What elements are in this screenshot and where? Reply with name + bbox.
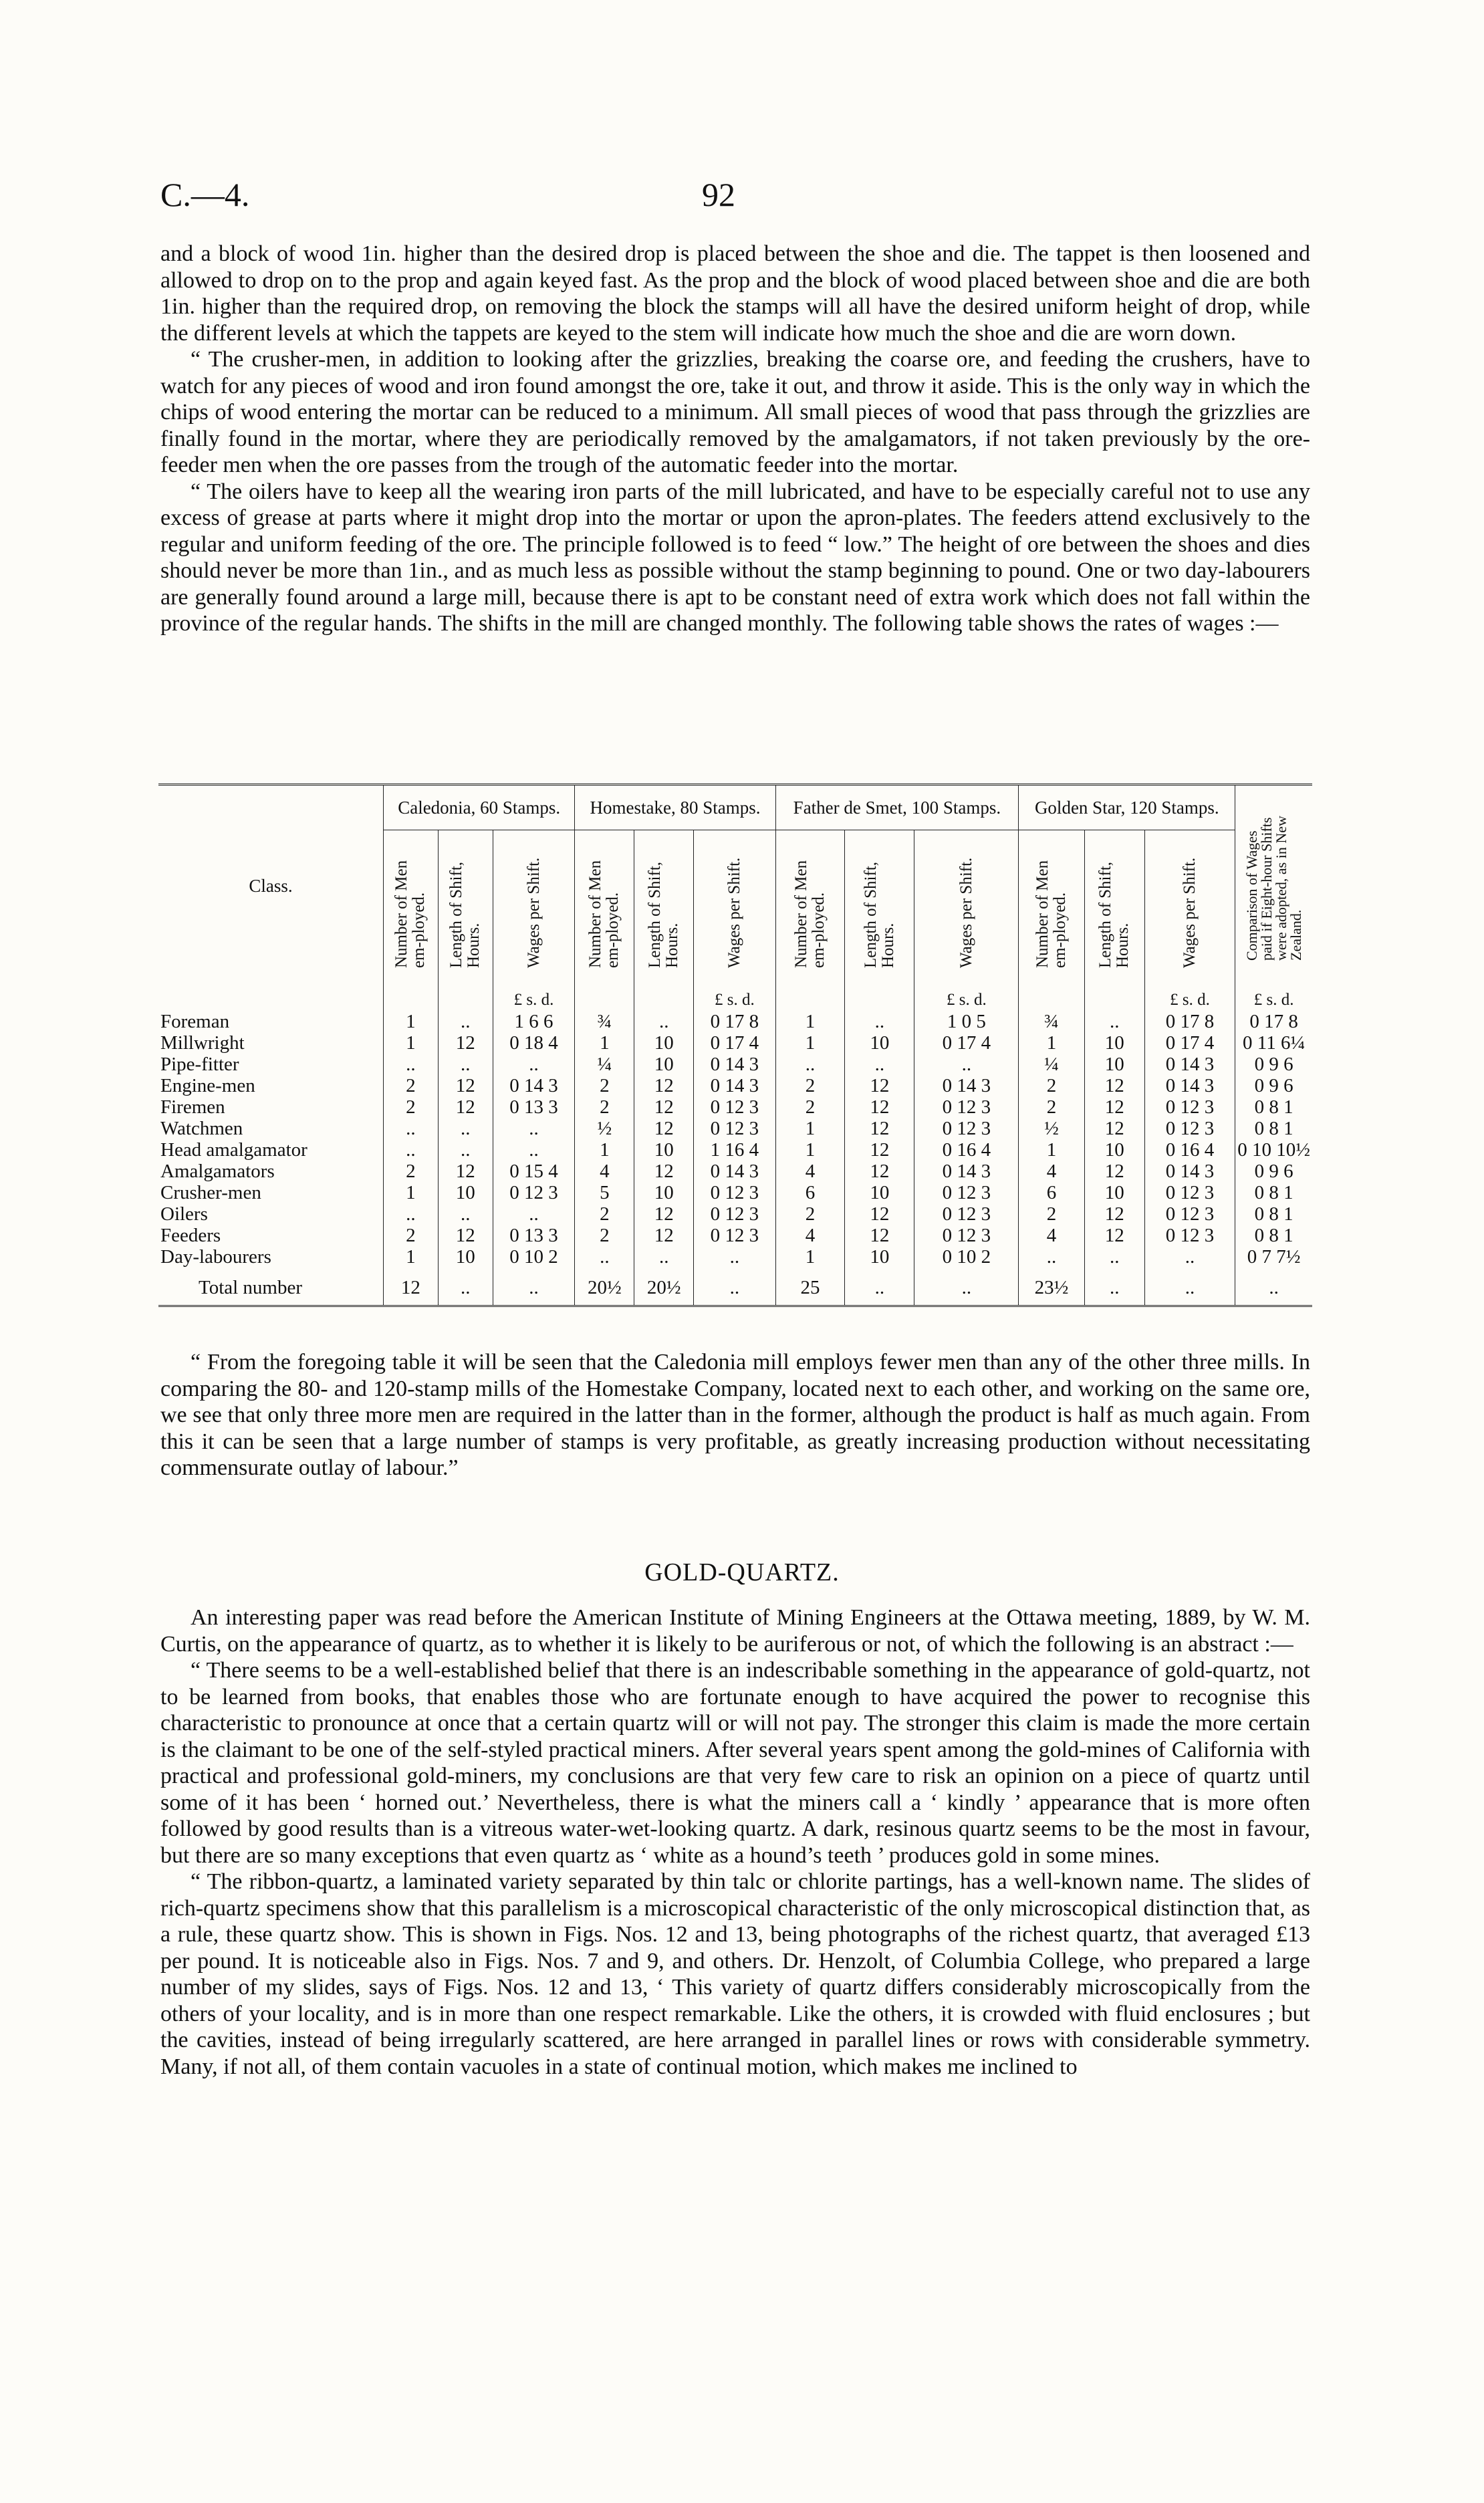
- table-cell: 0 14 3: [1144, 1054, 1235, 1075]
- table-cell: 12: [634, 1203, 694, 1225]
- sub-header: Wages per Shift.: [957, 857, 975, 968]
- table-cell: 0 9 6: [1235, 1161, 1312, 1182]
- table-cell: 0 11 6¼: [1235, 1032, 1312, 1054]
- table-cell: 0 12 3: [493, 1182, 575, 1203]
- total-cell: 25: [775, 1268, 845, 1306]
- table-cell: ..: [384, 1139, 439, 1161]
- table-cell: 0 10 2: [493, 1246, 575, 1268]
- total-cell: ..: [1235, 1268, 1312, 1306]
- sub-header: Number of Men em-ployed.: [586, 860, 622, 968]
- row-label: Oilers: [160, 1203, 208, 1225]
- table-cell: 10: [1084, 1182, 1144, 1203]
- table-cell: 10: [634, 1139, 694, 1161]
- table-cell: 0 13 3: [493, 1225, 575, 1246]
- table-cell: 0 12 3: [694, 1182, 775, 1203]
- table-cell: 2: [775, 1203, 845, 1225]
- sub-header: Wages per Shift.: [524, 857, 543, 968]
- table-cell: 12: [845, 1075, 914, 1096]
- table-row: [158, 1161, 1312, 1182]
- row-label: Feeders: [160, 1225, 221, 1246]
- comparison-header: Comparison of Wages paid if Eight-hour Shifts were adopted, as in New Zealand.: [1243, 816, 1304, 961]
- group-header: Golden Star, 120 Stamps.: [1019, 785, 1235, 830]
- sub-header: Wages per Shift.: [1181, 857, 1199, 968]
- table-cell: 10: [1084, 1032, 1144, 1054]
- table-cell: 0 12 3: [1144, 1096, 1235, 1118]
- table-cell: 2: [1019, 1203, 1084, 1225]
- row-label: Head amalgamator: [160, 1139, 307, 1161]
- total-cell: ..: [694, 1268, 775, 1306]
- table-cell: ¼: [575, 1054, 634, 1075]
- table-cell: 4: [575, 1161, 634, 1182]
- table-cell: ..: [634, 1011, 694, 1032]
- table-cell: ..: [1144, 1246, 1235, 1268]
- table-row: [158, 1011, 1312, 1032]
- table-cell: 12: [1084, 1075, 1144, 1096]
- table-cell: ..: [493, 1203, 575, 1225]
- table-cell: 12: [1084, 1118, 1144, 1139]
- money-unit-cell: £ s. d.: [694, 985, 775, 1011]
- money-unit-cell: [438, 985, 493, 1011]
- table-cell: 6: [775, 1182, 845, 1203]
- table-cell: 10: [1084, 1054, 1144, 1075]
- table-cell: 0 8 1: [1235, 1203, 1312, 1225]
- table-cell: 0 12 3: [1144, 1118, 1235, 1139]
- table-cell: 12: [1084, 1096, 1144, 1118]
- row-label: Amalgamators: [160, 1161, 275, 1182]
- paragraph: “ There seems to be a well-established belief that there is an indescribable something in the appearance of gold-quartz, not to be learned from books, that enables those who are fortunate enough to have acquired the power to recognise this characteristic to pronounce at once that a certain quartz will or will not pay. The stronger this claim is made the more certain is the claimant to be one of the self-styled practical miners. After several years spent among the gold-mines of California with practical and professional gold-miners, my conclusions are that very few care to risk an opinion on a piece of quartz until some of it has been ‘ horned out.’ Nevertheless, there is what the miners call a ‘ kindly ’ appearance that is more often followed by good results than is a vitreous water-wet-looking quartz. A dark, resinous quartz seems to be the most in favour, but there are so many exceptions that even quartz as ‘ white as a hound’s teeth ’ produces gold in some mines.: [160, 1658, 1310, 1868]
- table-cell: 0 17 4: [914, 1032, 1019, 1054]
- table-cell: 0 12 3: [914, 1182, 1019, 1203]
- table-cell: 4: [775, 1225, 845, 1246]
- total-cell: ..: [438, 1268, 493, 1306]
- table-cell: 12: [634, 1161, 694, 1182]
- table-cell: 0 13 3: [493, 1096, 575, 1118]
- total-cell: 12: [384, 1268, 439, 1306]
- table-cell: 6: [1019, 1182, 1084, 1203]
- money-unit-cell: [845, 985, 914, 1011]
- sub-header: Length of Shift, Hours.: [447, 861, 483, 968]
- table-cell: ..: [845, 1011, 914, 1032]
- table-cell: 1: [775, 1011, 845, 1032]
- table-cell: 12: [1084, 1225, 1144, 1246]
- table-cell: 12: [845, 1118, 914, 1139]
- table-cell: ..: [493, 1139, 575, 1161]
- table-cell: 10: [634, 1182, 694, 1203]
- table-cell: 2: [575, 1096, 634, 1118]
- table-cell: 0 17 8: [694, 1011, 775, 1032]
- paragraph: “ The oilers have to keep all the wearing iron parts of the mill lubricated, and have to be especially careful not to use any excess of grease at parts where it might drop into the mortar or upon the apron-plates. The feeders attend exclusively to the regular and uniform feeding of the ore. The principle followed is to feed “ low.” The height of ore between the shoes and dies should never be more than 1in., and as much less as possible without the stamp beginning to pound. One or two day-labourers are generally found around a large mill, because there is apt to be constant need of extra work which does not fall within the province of the regular hands. The shifts in the mill are changed monthly. The following table shows the rates of wages :—: [160, 479, 1310, 636]
- table-cell: ½: [575, 1118, 634, 1139]
- table-cell: ..: [914, 1054, 1019, 1075]
- table-cell: 0 9 6: [1235, 1054, 1312, 1075]
- table-cell: 12: [438, 1075, 493, 1096]
- table-cell: 2: [775, 1075, 845, 1096]
- table-cell: 0 12 3: [914, 1225, 1019, 1246]
- table-cell: ..: [694, 1246, 775, 1268]
- table-cell: 10: [438, 1246, 493, 1268]
- table-cell: 0 12 3: [694, 1118, 775, 1139]
- body-text-bottom: [160, 1604, 1310, 2080]
- table-cell: 12: [845, 1139, 914, 1161]
- money-unit-cell: [575, 985, 634, 1011]
- table-cell: ¼: [1019, 1054, 1084, 1075]
- table-cell: 0 14 3: [1144, 1161, 1235, 1182]
- table-cell: 2: [384, 1075, 439, 1096]
- paragraph: and a block of wood 1in. higher than the desired drop is placed between the shoe and die. The tappet is then loosened and allowed to drop on to the prop and again keyed fast. As the prop and the block of wood placed between shoe and die are both 1in. higher than the required drop, on removing the block the stamps will all have the desired uniform height of drop, while the different levels at which the tappets are keyed to the stem will indicate how much the shoe and die are worn down.: [160, 241, 1310, 346]
- total-cell: 20½: [634, 1268, 694, 1306]
- table-cell: ..: [438, 1011, 493, 1032]
- table-cell: 1: [384, 1182, 439, 1203]
- total-cell: ..: [1084, 1268, 1144, 1306]
- section-heading: GOLD-QUARTZ.: [644, 1558, 840, 1586]
- table-cell: 1: [384, 1011, 439, 1032]
- group-header: Father de Smet, 100 Stamps.: [775, 785, 1019, 830]
- table-cell: 12: [438, 1032, 493, 1054]
- total-cell: ..: [1144, 1268, 1235, 1306]
- table-cell: 0 17 4: [1144, 1032, 1235, 1054]
- table-cell: 2: [1019, 1075, 1084, 1096]
- money-unit-cell: [384, 985, 439, 1011]
- table-cell: 2: [575, 1203, 634, 1225]
- table-cell: 4: [1019, 1161, 1084, 1182]
- row-label: Firemen: [160, 1096, 225, 1118]
- table-row: [158, 1096, 1312, 1118]
- table-cell: 0 16 4: [1144, 1139, 1235, 1161]
- table-cell: 1: [1019, 1139, 1084, 1161]
- table-cell: ..: [438, 1203, 493, 1225]
- sub-header: Length of Shift, Hours.: [646, 861, 682, 968]
- table-cell: 12: [438, 1225, 493, 1246]
- money-unit-cell: [634, 985, 694, 1011]
- sub-header: Number of Men em-ployed.: [1033, 860, 1069, 968]
- table-cell: ..: [1084, 1011, 1144, 1032]
- money-unit-cell: £ s. d.: [1144, 985, 1235, 1011]
- table-cell: 0 17 8: [1235, 1011, 1312, 1032]
- table-cell: 1: [1019, 1032, 1084, 1054]
- table-cell: 2: [384, 1225, 439, 1246]
- table-cell: 0 9 6: [1235, 1075, 1312, 1096]
- table-cell: 0 17 8: [1144, 1011, 1235, 1032]
- table-cell: 0 14 3: [694, 1075, 775, 1096]
- table-cell: 10: [845, 1246, 914, 1268]
- table-cell: ..: [1084, 1246, 1144, 1268]
- table-row: [158, 1054, 1312, 1075]
- table-cell: 0 7 7½: [1235, 1246, 1312, 1268]
- table-cell: ¾: [1019, 1011, 1084, 1032]
- group-header: Caledonia, 60 Stamps.: [384, 785, 575, 830]
- table-cell: ..: [438, 1118, 493, 1139]
- table-cell: 4: [775, 1161, 845, 1182]
- table-cell: ..: [384, 1118, 439, 1139]
- table-cell: 0 16 4: [914, 1139, 1019, 1161]
- wages-table-body: [158, 985, 1312, 1306]
- table-cell: 0 12 3: [914, 1096, 1019, 1118]
- table-cell: 0 12 3: [1144, 1182, 1235, 1203]
- table-cell: 0 8 1: [1235, 1096, 1312, 1118]
- table-cell: 0 10 2: [914, 1246, 1019, 1268]
- table-row: [158, 1139, 1312, 1161]
- table-cell: 12: [1084, 1161, 1144, 1182]
- table-cell: ..: [384, 1054, 439, 1075]
- table-cell: 0 8 1: [1235, 1118, 1312, 1139]
- table-row: [158, 1118, 1312, 1139]
- table-row: [158, 1032, 1312, 1054]
- table-cell: 1: [575, 1032, 634, 1054]
- wages-table-grid: [158, 784, 1312, 1307]
- table-cell: ..: [384, 1203, 439, 1225]
- total-cell: 23½: [1019, 1268, 1084, 1306]
- table-row: [158, 1203, 1312, 1225]
- table-cell: ¾: [575, 1011, 634, 1032]
- row-label: Pipe-fitter: [160, 1054, 239, 1075]
- table-cell: 2: [384, 1161, 439, 1182]
- table-cell: 0 18 4: [493, 1032, 575, 1054]
- document-reference: C.—4.: [160, 176, 250, 213]
- paragraph: “ The crusher-men, in addition to looking after the grizzlies, breaking the coarse ore, and feeding the crushers, have to watch for any pieces of wood and iron found amongst the ore, take it out, and throw it aside. This is the only way in which the chips of wood entering the mortar can be reduced to a minimum. All small pieces of wood that pass through the grizzlies are finally found in the mortar, where they are periodically removed by the amalgamators, if not taken previously by the ore-feeder men when the ore passes from the trough of the automatic feeder into the mortar.: [160, 347, 1310, 477]
- table-cell: 12: [1084, 1203, 1144, 1225]
- table-cell: 10: [634, 1032, 694, 1054]
- table-cell: 0 12 3: [1144, 1225, 1235, 1246]
- sub-header: Length of Shift, Hours.: [861, 861, 897, 968]
- table-cell: 12: [845, 1203, 914, 1225]
- table-cell: 12: [845, 1096, 914, 1118]
- table-cell: 1: [775, 1139, 845, 1161]
- table-cell: 10: [845, 1032, 914, 1054]
- table-cell: 1: [384, 1246, 439, 1268]
- table-cell: 0 12 3: [694, 1203, 775, 1225]
- table-cell: 4: [1019, 1225, 1084, 1246]
- table-cell: 12: [845, 1225, 914, 1246]
- table-cell: 0 14 3: [493, 1075, 575, 1096]
- row-label: Foreman: [160, 1011, 230, 1032]
- body-text-middle: [160, 1349, 1310, 1481]
- class-header: Class.: [249, 875, 293, 896]
- table-cell: 1: [575, 1139, 634, 1161]
- table-cell: 0 10 10½: [1235, 1139, 1312, 1161]
- total-label: Total number: [199, 1277, 303, 1298]
- wages-table: [158, 784, 1312, 1307]
- table-cell: 2: [575, 1225, 634, 1246]
- table-cell: 1 0 5: [914, 1011, 1019, 1032]
- sub-header: Number of Men em-ployed.: [392, 860, 428, 968]
- table-cell: ..: [845, 1054, 914, 1075]
- table-cell: 2: [1019, 1096, 1084, 1118]
- body-text-top: [160, 241, 1310, 637]
- row-label: Engine-men: [160, 1075, 255, 1096]
- table-row: [158, 1225, 1312, 1246]
- table-cell: 0 12 3: [1144, 1203, 1235, 1225]
- table-cell: 5: [575, 1182, 634, 1203]
- table-cell: 2: [575, 1075, 634, 1096]
- table-cell: 0 14 3: [914, 1161, 1019, 1182]
- table-cell: 12: [845, 1161, 914, 1182]
- table-cell: 0 12 3: [694, 1096, 775, 1118]
- paragraph: “ From the foregoing table it will be seen that the Caledonia mill employs fewer men than any of the other three mills. In comparing the 80- and 120-stamp mills of the Homestake Company, located next to each other, and working on the same ore, we see that only three more men are required in the latter than in the former, although the product is half as much again. From this it can be seen that a large number of stamps is very profitable, as greatly increasing production without necessitating commensurate outlay of labour.”: [160, 1350, 1310, 1480]
- table-cell: 0 12 3: [914, 1203, 1019, 1225]
- sub-header: Number of Men em-ployed.: [792, 860, 828, 968]
- row-label: Millwright: [160, 1032, 245, 1054]
- table-cell: ..: [1019, 1246, 1084, 1268]
- table-cell: 12: [634, 1075, 694, 1096]
- table-row: [158, 1075, 1312, 1096]
- total-row: [158, 1268, 1312, 1306]
- table-cell: 12: [634, 1118, 694, 1139]
- money-unit-cell: £ s. d.: [914, 985, 1019, 1011]
- total-cell: ..: [845, 1268, 914, 1306]
- table-cell: [158, 985, 384, 1011]
- table-cell: 12: [438, 1161, 493, 1182]
- money-unit-cell: £ s. d.: [493, 985, 575, 1011]
- money-unit-cell: [775, 985, 845, 1011]
- total-cell: ..: [493, 1268, 575, 1306]
- table-cell: ..: [634, 1246, 694, 1268]
- table-cell: 2: [775, 1096, 845, 1118]
- row-label: Day-labourers: [160, 1246, 271, 1268]
- sub-header: Length of Shift, Hours.: [1096, 861, 1132, 968]
- table-cell: ..: [493, 1054, 575, 1075]
- table-row: [158, 1182, 1312, 1203]
- table-cell: ..: [438, 1139, 493, 1161]
- table-cell: 10: [634, 1054, 694, 1075]
- table-cell: 0 12 3: [914, 1118, 1019, 1139]
- table-cell: 2: [384, 1096, 439, 1118]
- table-cell: 0 14 3: [694, 1054, 775, 1075]
- table-cell: 0 17 4: [694, 1032, 775, 1054]
- table-cell: 1: [775, 1246, 845, 1268]
- table-cell: 1 6 6: [493, 1011, 575, 1032]
- page-number: 92: [702, 176, 735, 213]
- table-cell: 1 16 4: [694, 1139, 775, 1161]
- group-header: Homestake, 80 Stamps.: [575, 785, 775, 830]
- table-cell: 0 15 4: [493, 1161, 575, 1182]
- money-unit-cell: [1084, 985, 1144, 1011]
- table-cell: 1: [775, 1032, 845, 1054]
- table-cell: ½: [1019, 1118, 1084, 1139]
- table-cell: 0 14 3: [914, 1075, 1019, 1096]
- table-cell: ..: [575, 1246, 634, 1268]
- table-cell: 0 14 3: [1144, 1075, 1235, 1096]
- row-label: Crusher-men: [160, 1182, 261, 1203]
- table-cell: 12: [438, 1096, 493, 1118]
- sub-header: Wages per Shift.: [725, 857, 743, 968]
- paragraph: “ The ribbon-quartz, a laminated variety separated by thin talc or chlorite partings, has a well-known name. The slides of rich-quartz specimens show that this parallelism is a microscopical characteristic of the only microscopical distinction that, as a rule, these quartz show. This is shown in Figs. Nos. 12 and 13, being photographs of the richest quartz, that averaged £13 per pound. It is noticeable also in Figs. Nos. 7 and 9, and others. Dr. Henzolt, of Columbia College, who prepared a large number of my slides, says of Figs. Nos. 12 and 13, ‘ This variety of quartz differs considerably microscopically from the others of your locality, and is in more than one respect remarkable. Like the others, it is crowded with fluid enclosures ; but the cavities, instead of being irregularly scattered, are here arranged in parallel lines or rows with considerable symmetry. Many, if not all, of them contain vacuoles in a state of continual motion, which makes me inclined to: [160, 1869, 1310, 2079]
- table-cell: 10: [438, 1182, 493, 1203]
- table-cell: 0 12 3: [694, 1225, 775, 1246]
- table-cell: 10: [845, 1182, 914, 1203]
- table-cell: 1: [384, 1032, 439, 1054]
- table-cell: 0 8 1: [1235, 1225, 1312, 1246]
- row-label: Watchmen: [160, 1118, 243, 1139]
- paragraph: An interesting paper was read before the American Institute of Mining Engineers at the Ottawa meeting, 1889, by W. M. Curtis, on the appearance of quartz, as to whether it is likely to be auriferous or not, of which the following is an abstract :—: [160, 1605, 1310, 1657]
- table-row: [158, 1246, 1312, 1268]
- money-unit-cell: £ s. d.: [1235, 985, 1312, 1011]
- table-cell: 12: [634, 1096, 694, 1118]
- table-cell: 10: [1084, 1139, 1144, 1161]
- total-cell: ..: [914, 1268, 1019, 1306]
- table-cell: 0 14 3: [694, 1161, 775, 1182]
- money-unit-cell: [1019, 985, 1084, 1011]
- table-cell: 0 8 1: [1235, 1182, 1312, 1203]
- page-header: [160, 175, 1324, 222]
- table-cell: 1: [775, 1118, 845, 1139]
- table-cell: ..: [438, 1054, 493, 1075]
- table-cell: 12: [634, 1225, 694, 1246]
- total-cell: 20½: [575, 1268, 634, 1306]
- table-cell: ..: [775, 1054, 845, 1075]
- table-cell: ..: [493, 1118, 575, 1139]
